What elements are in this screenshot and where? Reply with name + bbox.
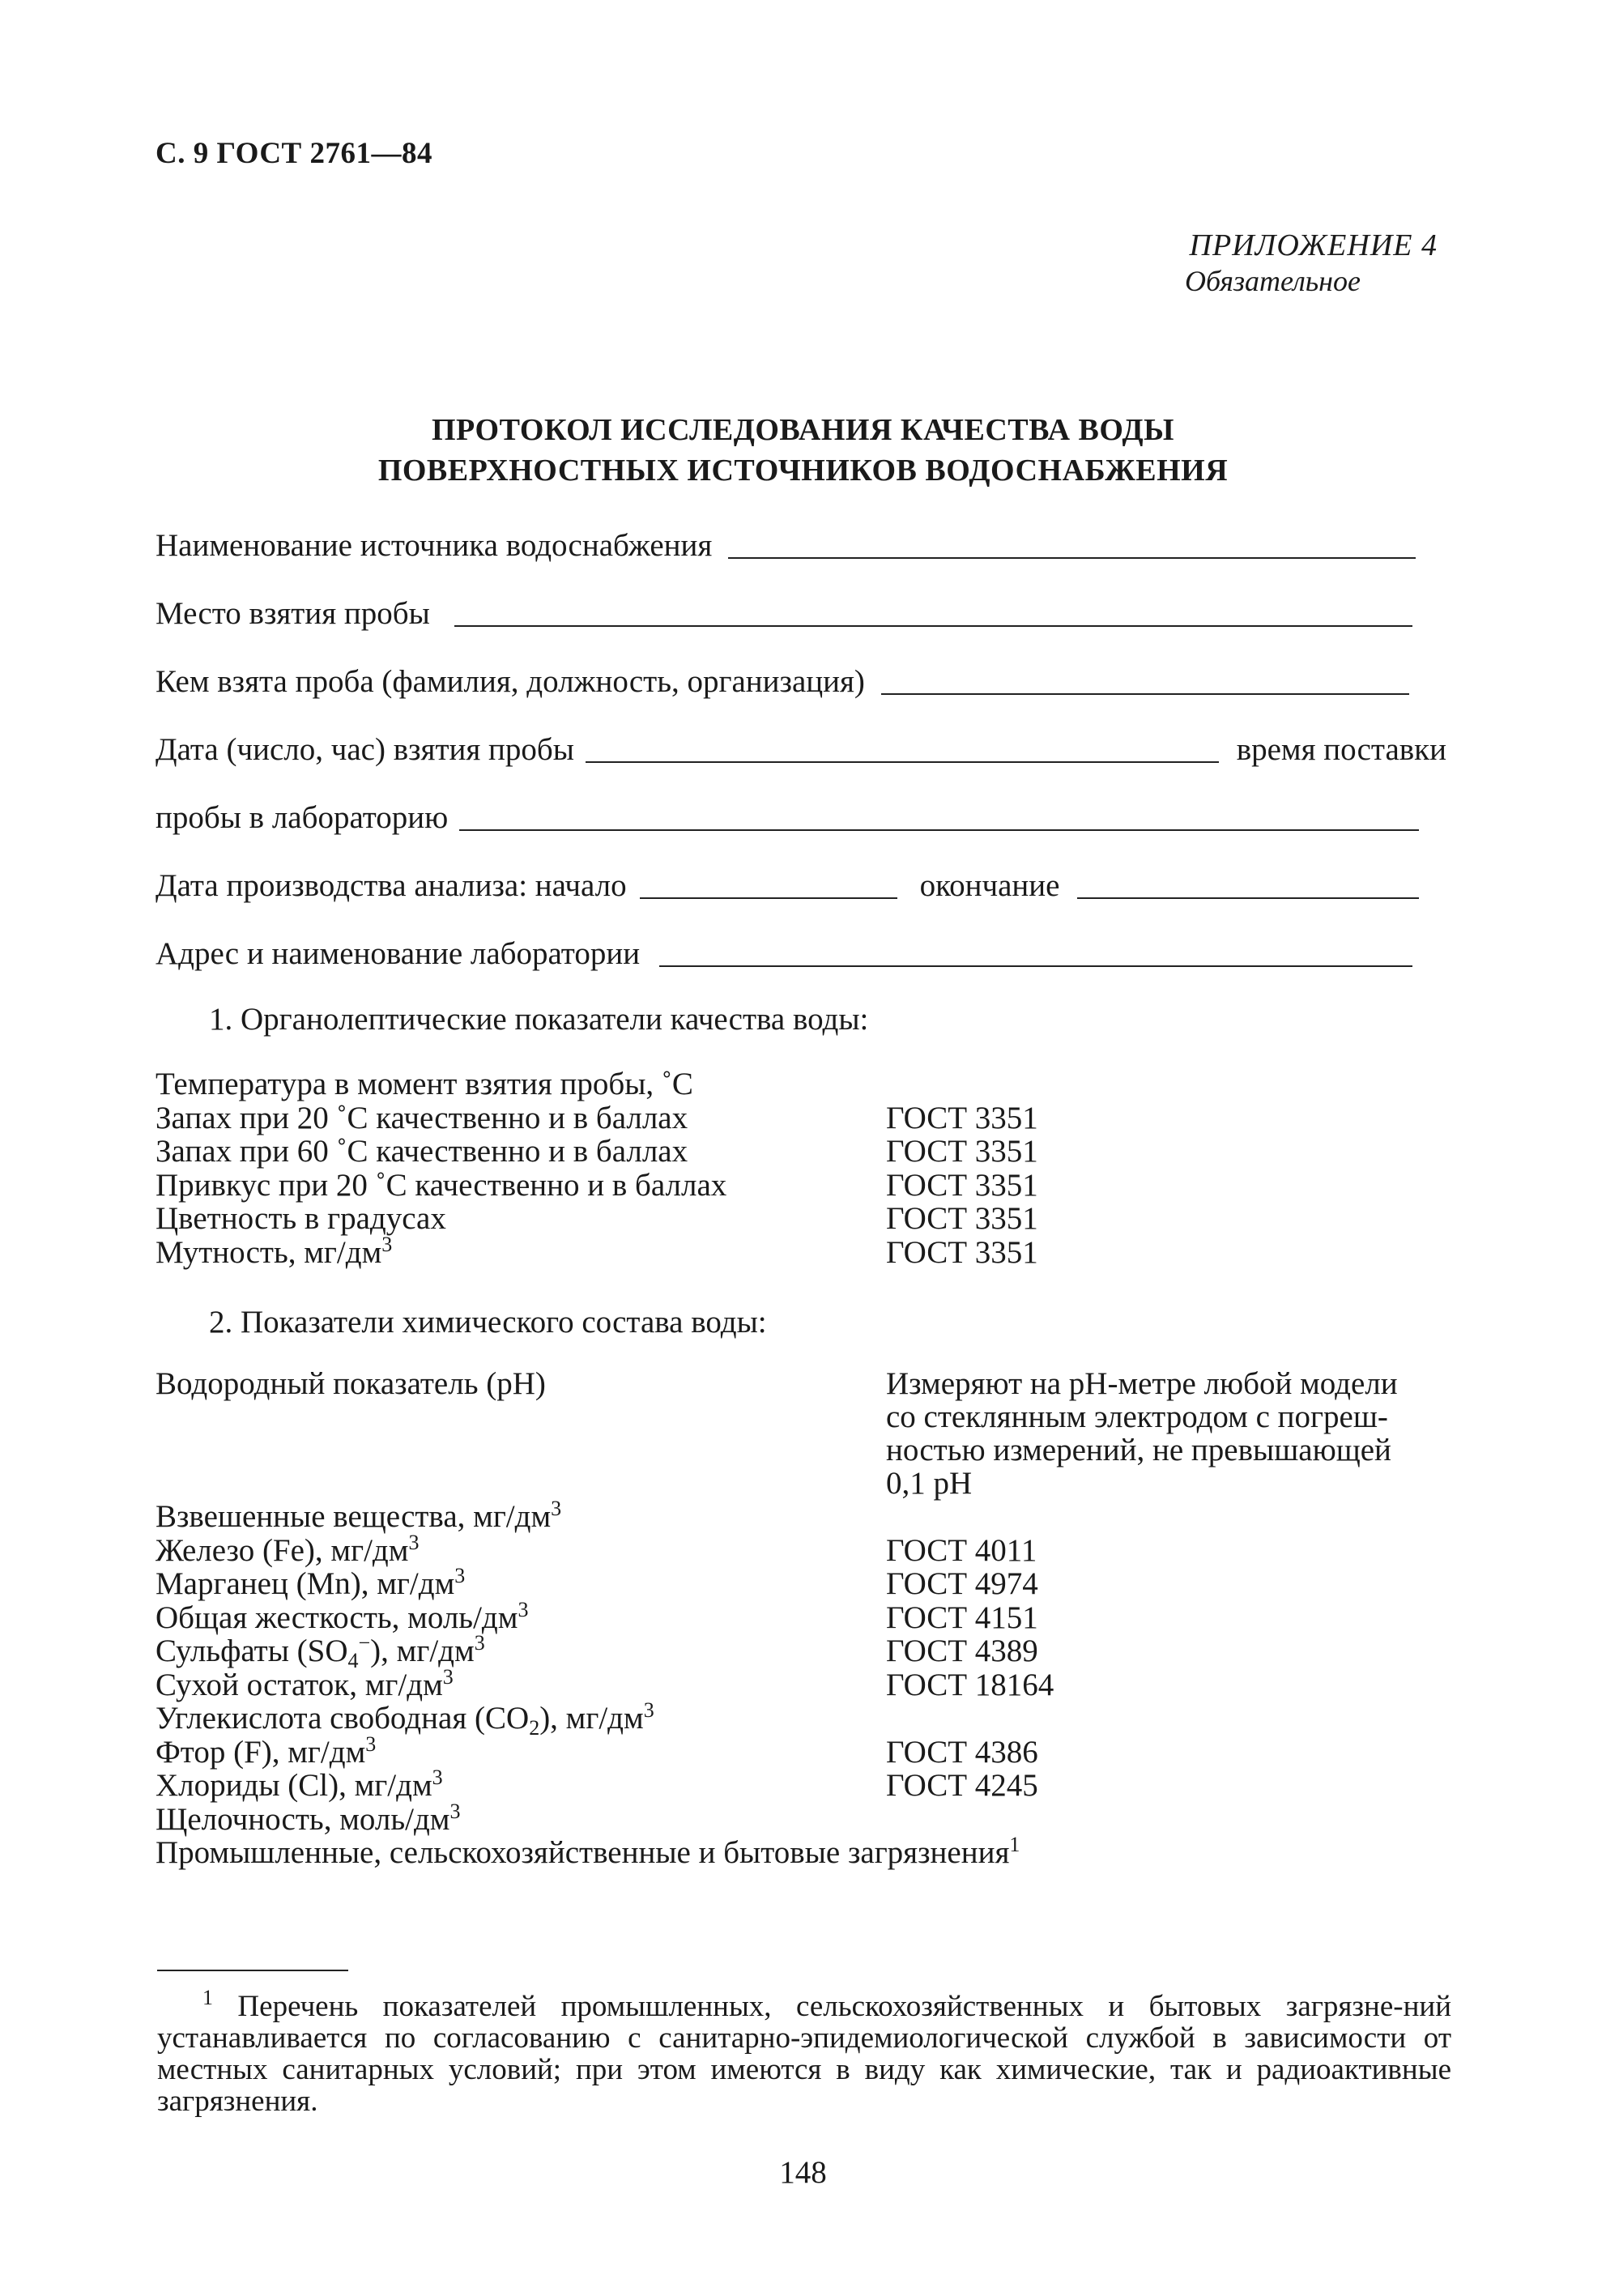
appendix-label xyxy=(1185,227,1438,298)
row-name: Общая жесткость, моль/$дм^3$ xyxy=(155,1597,529,1635)
table-row xyxy=(155,1766,1451,1803)
section-1-heading: 1. Органолептические показатели качества воды: xyxy=(209,1002,869,1037)
row-name: Запах при 60 ˚С качественно и в баллах xyxy=(155,1134,688,1169)
page-number: 148 xyxy=(779,2155,827,2190)
row-name: Водородный показатель (рН) xyxy=(155,1366,546,1401)
row-method: ГОСТ 3351 xyxy=(886,1134,1038,1169)
field-sampled-by xyxy=(155,659,1446,700)
section-1-table xyxy=(155,1067,1451,1269)
blank-line-sample-date[interactable] xyxy=(586,731,1219,763)
row-method: ГОСТ 3351 xyxy=(886,1201,1038,1236)
row-method xyxy=(886,1500,1451,1534)
field-label-sampled-by: Кем взята проба (фамилия, должность, организация) xyxy=(155,664,865,699)
table-row xyxy=(155,1232,1451,1270)
section-2-table xyxy=(155,1367,1451,1870)
field-source-name xyxy=(155,523,1446,564)
row-method: ГОСТ 4245 xyxy=(886,1768,1038,1803)
field-lab-address xyxy=(155,931,1446,972)
row-method xyxy=(654,1702,1451,1736)
row-name: Привкус при 20 ˚С качественно и в баллах xyxy=(155,1167,727,1203)
row-method xyxy=(886,1067,1451,1101)
blank-line-sample-place[interactable] xyxy=(454,594,1412,627)
row-method: ГОСТ 4389 xyxy=(886,1634,1038,1668)
title-line-2: ПОВЕРХНОСТНЫХ ИСТОЧНИКОВ ВОДОСНАБЖЕНИЯ xyxy=(377,454,1229,488)
row-name: Углекислота свободная $(CO_2)$, $мг/дм^3$ xyxy=(155,1698,654,1740)
table-row xyxy=(155,1732,1451,1770)
table-row xyxy=(155,1698,1451,1740)
field-label-sample-date: Дата (число, час) взятия пробы xyxy=(155,732,574,767)
section-2-heading: 2. Показатели химического состава воды: xyxy=(209,1305,767,1340)
footnote xyxy=(157,1986,1451,2118)
table-row xyxy=(155,1664,1451,1702)
page-header: С. 9 ГОСТ 2761—84 xyxy=(155,137,432,170)
table-row xyxy=(155,1497,1451,1534)
title-line-1: ПРОТОКОЛ ИССЛЕДОВАНИЯ КАЧЕСТВА ВОДЫ xyxy=(431,413,1174,447)
row-method: ГОСТ 4151 xyxy=(886,1600,1038,1635)
appendix-subtitle: Обязательное xyxy=(1185,265,1361,297)
blank-line-to-lab[interactable] xyxy=(459,799,1419,831)
table-row xyxy=(155,1202,1451,1236)
table-row xyxy=(155,1101,1451,1135)
table-row xyxy=(155,1799,1451,1837)
row-method xyxy=(886,1803,1451,1837)
table-row-ph xyxy=(155,1367,1451,1500)
field-sample-place xyxy=(155,591,1446,632)
field-label-sample-place: Место взятия пробы xyxy=(155,596,430,631)
row-method: ГОСТ 4386 xyxy=(886,1734,1038,1770)
row-method: ГОСТ 4974 xyxy=(886,1566,1038,1601)
table-row xyxy=(155,1597,1451,1635)
superscript: 3 xyxy=(381,1232,393,1256)
row-method: ГОСТ 3351 xyxy=(886,1100,1038,1135)
row-method: ГОСТ 3351 xyxy=(886,1234,1038,1270)
row-name: Фтор (F), $мг/дм^3$ xyxy=(155,1732,377,1770)
field-label-to-lab: пробы в лабораторию xyxy=(155,800,449,835)
blank-line-sampled-by[interactable] xyxy=(881,662,1409,695)
row-name: Хлориды (Cl), $мг/дм^3$ xyxy=(155,1766,443,1803)
row-name: Цветность в градусах xyxy=(155,1201,446,1236)
row-method: ГОСТ 4011 xyxy=(886,1532,1037,1568)
blank-line-lab-address[interactable] xyxy=(659,935,1412,967)
field-label-source-name: Наименование источника водоснабжения xyxy=(155,528,713,563)
footnote-text: Перечень показателей промышленных, сельскохозяйственных и бытовых загрязне-ний устанавливается по согласованию с санитарно-эпидемиологической службой в зависимости от местных санитарных условий; при этом имеются в виду как химические, так и радиоактивные загрязнения. xyxy=(157,1990,1451,2118)
table-row xyxy=(155,1135,1451,1169)
field-label-lab-address: Адрес и наименование лаборатории xyxy=(155,936,641,971)
row-method: ГОСТ 18164 xyxy=(886,1667,1054,1702)
blank-line-analysis-end[interactable] xyxy=(1077,867,1419,899)
row-name: Мутность, $мг/дм^3$ xyxy=(155,1232,393,1270)
row-method: ГОСТ 3351 xyxy=(886,1167,1038,1203)
field-label-analysis-start: Дата производства анализа: начало xyxy=(155,868,627,903)
row-name: Температура в момент взятия пробы, ˚С xyxy=(155,1067,693,1101)
field-label-analysis-end: окончание xyxy=(919,868,1060,903)
table-row xyxy=(155,1564,1451,1601)
blank-line-source-name[interactable] xyxy=(728,526,1416,559)
blank-line-analysis-start[interactable] xyxy=(640,867,897,899)
row-name: Запах при 20 ˚С качественно и в баллах xyxy=(155,1100,688,1135)
table-row xyxy=(155,1530,1451,1568)
appendix-title: ПРИЛОЖЕНИЕ 4 xyxy=(1189,228,1438,262)
table-row xyxy=(155,1067,1451,1101)
document-title xyxy=(0,410,1606,491)
field-analysis-date xyxy=(155,863,1446,904)
row-name: Взвешенные вещества, $мг/дм^3$ xyxy=(155,1497,562,1534)
row-name: Промышленные, сельскохозяйственные и бытовые загрязнения$^1$ xyxy=(155,1833,1020,1870)
footnote-divider xyxy=(157,1970,348,1971)
row-name: Сульфаты $(SO_4^-)$, $мг/дм^3$ xyxy=(155,1631,485,1672)
field-sample-date xyxy=(155,727,1446,768)
field-label-delivery-time: время поставки xyxy=(1236,732,1446,767)
row-name: Железо (Fe), $мг/дм^3$ xyxy=(155,1530,420,1568)
row-name: Марганец (Mn), $мг/дм^3$ xyxy=(155,1564,466,1601)
field-to-lab xyxy=(155,795,1446,836)
row-name: Щелочность, моль/$дм^3$ xyxy=(155,1799,461,1837)
table-row xyxy=(155,1169,1451,1203)
footnote-ref[interactable]: 1 xyxy=(1009,1833,1020,1856)
table-row xyxy=(155,1631,1451,1672)
table-row-pollution xyxy=(155,1833,1451,1870)
row-method-ph: Измеряют на рН-метре любой модели со стеклянным электродом с погреш- ностью измерений, не превышающей 0,1 рН xyxy=(886,1366,1398,1501)
row-name: Сухой остаток, $мг/дм^3$ xyxy=(155,1664,454,1702)
footnote-marker: 1 xyxy=(202,1986,213,2009)
